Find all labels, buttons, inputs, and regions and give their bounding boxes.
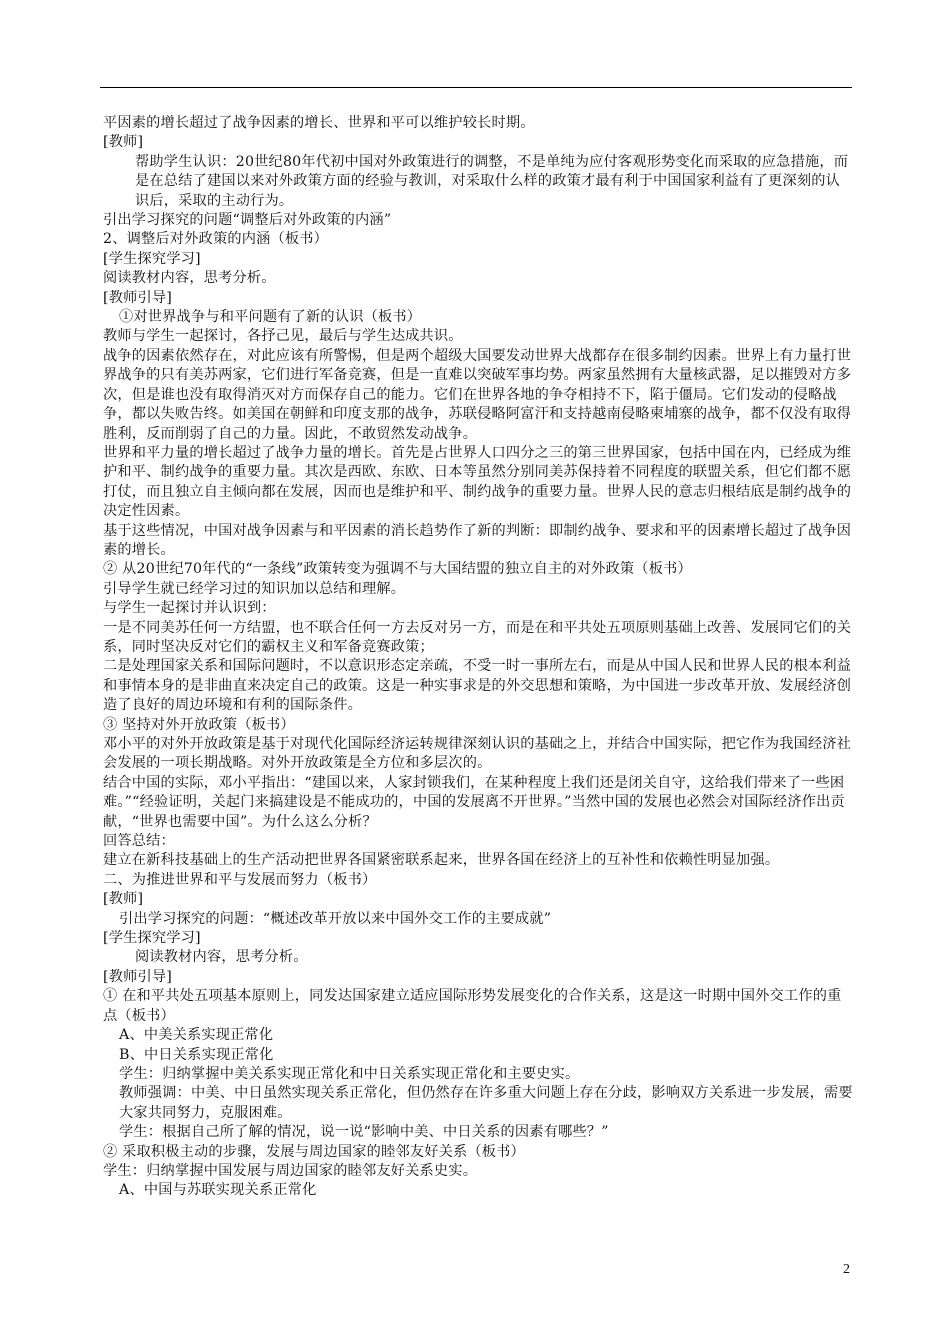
paragraph: 平因素的增长超过了战争因素的增长、世界和平可以维护较长时期。 bbox=[103, 115, 535, 131]
paragraph: 二、为推进世界和平与发展而努力（板书） bbox=[103, 871, 377, 888]
paragraph: 教师强调：中美、中日虽然实现关系正常化，但仍然存在许多重大问题上存在分歧，影响双方关系进一步发展，需要大家共同努力，克服困难。 bbox=[119, 1085, 853, 1121]
paragraph: [学生探究学习] bbox=[103, 930, 201, 947]
paragraph: 二是处理国家关系和国际问题时，不以意识形态定亲疏，不受一时一事所左右，而是从中国人民和世界人民的根本利益和事情本身的是非曲直来决定自己的政策。这是一种实事求是的外交思想和策略，为中国进一步改革开放、发展经济创造了良好的周边环境和有利的国际条件。 bbox=[103, 658, 852, 714]
paragraph: A、中美关系实现正常化 bbox=[119, 1027, 274, 1044]
paragraph: 学生：归纳掌握中国发展与周边国家的睦邻友好关系史实。 bbox=[103, 1162, 478, 1179]
document-body bbox=[103, 114, 853, 1201]
paragraph: 世界和平力量的增长超过了战争力量的增长。首先是占世界人口四分之三的第三世界国家，包括中国在内，已经成为维护和平、制约战争的重要力量。其次是西欧、东欧、日本等虽然分别同美苏保持着不同程度的联盟关系，但它们都不愿打仗，而且独立自主倾向都在发展，因而也是维护和平、制约战争的重要力量。世界人民的意志归根结底是制约战争的决定性因素。 bbox=[103, 444, 852, 520]
page-number: 2 bbox=[843, 1262, 850, 1277]
paragraph: 帮助学生认识：20世纪80年代初中国对外政策进行的调整，不是单纯为应付客观形势变化而采取的应急措施，而是在总结了建国以来对外政策方面的经验与教训，对采取什么样的政策才最有利于中国国家利益有了更深刻的认识后，采取的主动行为。 bbox=[135, 153, 849, 209]
paragraph: ①对世界战争与和平问题有了新的认识（板书） bbox=[119, 309, 422, 326]
paragraph: 战争的因素依然存在，对此应该有所警惕，但是两个超级大国要发动世界大战都存在很多制约因素。世界上有力量打世界战争的只有美苏两家，它们进行军备竞赛，但是一直难以突破军事均势。两家虽然拥有大量核武器，足以摧毁对方多次，但是谁也没有取得消灭对方而保存自己的能力。它们在世界各地的争夺相持不下，陷于僵局。它们发动的侵略战争，都以失败告终。如美国在朝鲜和印度支那的战争，苏联侵略阿富汗和支持越南侵略柬埔寨的战争，都不仅没有取得胜利，反而削弱了自己的力量。因此，不敢贸然发动战争。 bbox=[103, 347, 852, 442]
paragraph: B、中日关系实现正常化 bbox=[119, 1046, 274, 1063]
paragraph: 一是不同美苏任何一方结盟，也不联合任何一方去反对另一方，而是在和平共处五项原则基础上改善、发展同它们的关系，同时坚决反对它们的霸权主义和军备竞赛政策； bbox=[103, 619, 852, 655]
paragraph: 教师与学生一起探讨，各抒己见，最后与学生达成共识。 bbox=[103, 328, 463, 345]
paragraph: 结合中国的实际，邓小平指出：“建国以来，人家封锁我们，在某种程度上我们还是闭关自守，这给我们带来了一些困难。”“经验证明，关起门来搞建设是不能成功的，中国的发展离不开世界。”当然中国的发展也必然会对国际经济作出贡献，“世界也需要中国”。为什么这么分析？ bbox=[103, 774, 845, 830]
paragraph: [学生探究学习] bbox=[103, 250, 201, 267]
paragraph: [教师] bbox=[103, 891, 144, 908]
paragraph: [教师引导] bbox=[103, 289, 173, 306]
header-rule bbox=[100, 87, 852, 88]
paragraph: A、中国与苏联实现关系正常化 bbox=[119, 1182, 317, 1199]
paragraph: 阅读教材内容，思考分析。 bbox=[103, 270, 276, 287]
paragraph: [教师] bbox=[103, 134, 144, 151]
paragraph: 引导学生就已经学习过的知识加以总结和理解。 bbox=[103, 580, 406, 597]
paragraph: ② 从20世纪70年代的“一条线”政策转变为强调不与大国结盟的独立自主的对外政策（板书） bbox=[103, 561, 692, 578]
paragraph: 邓小平的对外开放政策是基于对现代化国际经济运转规律深刻认识的基础之上，并结合中国实际，把它作为我国经济社会发展的一项长期战略。对外开放政策是全方位和多层次的。 bbox=[103, 736, 852, 772]
paragraph: 学生：根据自己所了解的情况，说一说“影响中美、中日关系的因素有哪些？” bbox=[119, 1124, 609, 1141]
paragraph: 学生：归纳掌握中美关系实现正常化和中日关系实现正常化和主要史实。 bbox=[119, 1065, 580, 1082]
paragraph: [教师引导] bbox=[103, 968, 173, 985]
paragraph: 阅读教材内容，思考分析。 bbox=[135, 949, 308, 966]
paragraph: 基于这些情况，中国对战争因素与和平因素的消长趋势作了新的判断：即制约战争、要求和平的因素增长超过了战争因素的增长。 bbox=[103, 522, 852, 558]
paragraph: 回答总结： bbox=[103, 833, 175, 850]
paragraph: 与学生一起探讨并认识到： bbox=[103, 600, 276, 617]
paragraph: ① 在和平共处五项基本原则上，同发达国家建立适应国际形势发展变化的合作关系，这是这一时期中国外交工作的重点（板书） bbox=[103, 988, 842, 1024]
paragraph: 建立在新科技基础上的生产活动把世界各国紧密联系起来，世界各国在经济上的互补性和依赖性明显加强。 bbox=[103, 852, 780, 869]
paragraph: 引出学习探究的问题：“概述改革开放以来中国外交工作的主要成就” bbox=[119, 910, 552, 927]
paragraph: 引出学习探究的问题“调整后对外政策的内涵” bbox=[103, 212, 392, 229]
paragraph: 2、调整后对外政策的内涵（板书） bbox=[103, 231, 329, 248]
paragraph: ③ 坚持对外开放政策（板书） bbox=[103, 716, 295, 733]
paragraph: ② 采取积极主动的步骤，发展与周边国家的睦邻友好关系（板书） bbox=[103, 1143, 525, 1160]
